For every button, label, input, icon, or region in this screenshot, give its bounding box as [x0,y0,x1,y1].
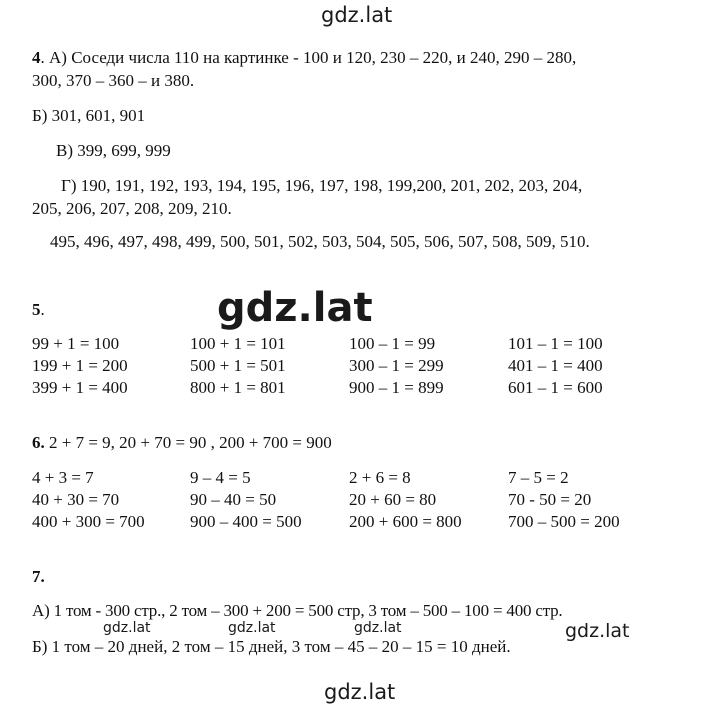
task6-col4-row1: 7 – 5 = 2 [508,468,569,487]
task6-col2-row1: 9 – 4 = 5 [190,468,251,487]
task4-line-a2: 300, 370 – 360 – и 380. [32,71,195,90]
task5-number: 5 [32,300,41,319]
task4-line-v: В) 399, 699, 999 [56,141,171,160]
task5-col2-row1: 100 + 1 = 101 [190,334,286,353]
watermark-bottom: gdz.lat [324,680,396,704]
task5-col4-row1: 101 – 1 = 100 [508,334,603,353]
task6-col3-row1: 2 + 6 = 8 [349,468,411,487]
task6-col4-row2: 70 - 50 = 20 [508,490,592,509]
task5-col4-row2: 401 – 1 = 400 [508,356,603,375]
task7-line-a: А) 1 том - 300 стр., 2 том – 300 + 200 = 500 стр, 3 том – 500 – 100 = 400 стр. [32,601,563,620]
watermark-top: gdz.lat [321,3,393,27]
task7-line-b: Б) 1 том – 20 дней, 2 том – 15 дней, 3 том – 45 – 20 – 15 = 10 дней. [32,637,511,656]
watermark-small-2: gdz.lat [228,620,276,636]
task5-heading [32,300,45,320]
task4-line-g1: Г) 190, 191, 192, 193, 194, 195, 196, 197, 198, 199,200, 201, 202, 203, 204, [61,176,583,195]
task6-col4-row3: 700 – 500 = 200 [508,512,620,531]
task5-col3-row3: 900 – 1 = 899 [349,378,444,397]
watermark-small-1: gdz.lat [103,620,151,636]
task6-col1-row1: 4 + 3 = 7 [32,468,94,487]
task6-col2-row3: 900 – 400 = 500 [190,512,302,531]
task4-line-g3: 495, 496, 497, 498, 499, 500, 501, 502, 503, 504, 505, 506, 507, 508, 509, 510. [50,232,590,251]
watermark-small-3: gdz.lat [354,620,402,636]
task6-col1-row2: 40 + 30 = 70 [32,490,120,509]
task4-line-g2: 205, 206, 207, 208, 209, 210. [32,199,232,218]
task4-line-a1 [32,48,576,68]
task6-number: 6. [32,433,45,452]
task5-col3-row2: 300 – 1 = 299 [349,356,444,375]
task7-number: 7. [32,567,45,586]
task5-col3-row1: 100 – 1 = 99 [349,334,436,353]
task5-col4-row3: 601 – 1 = 600 [508,378,603,397]
task5-col1-row2: 199 + 1 = 200 [32,356,128,375]
task6-col1-row3: 400 + 300 = 700 [32,512,145,531]
task5-dot: . [40,300,45,319]
task6-col3-row3: 200 + 600 = 800 [349,512,462,531]
task5-col2-row2: 500 + 1 = 501 [190,356,286,375]
task5-col1-row1: 99 + 1 = 100 [32,334,120,353]
task5-col2-row3: 800 + 1 = 801 [190,378,286,397]
task5-col1-row3: 399 + 1 = 400 [32,378,128,397]
task4-line-a1-text: . А) Соседи числа 110 на картинке - 100 и 120, 230 – 220, и 240, 290 – 280, [40,48,577,67]
task6-col2-row2: 90 – 40 = 50 [190,490,277,509]
task6-col3-row2: 20 + 60 = 80 [349,490,437,509]
task4-number: 4 [32,48,41,67]
task6-header: 2 + 7 = 9, 20 + 70 = 90 , 200 + 700 = 900 [49,433,332,452]
task4-line-b: Б) 301, 601, 901 [32,106,146,125]
watermark-right: gdz.lat [565,620,630,642]
task6-heading [32,433,332,453]
watermark-center: gdz.lat [217,285,373,331]
